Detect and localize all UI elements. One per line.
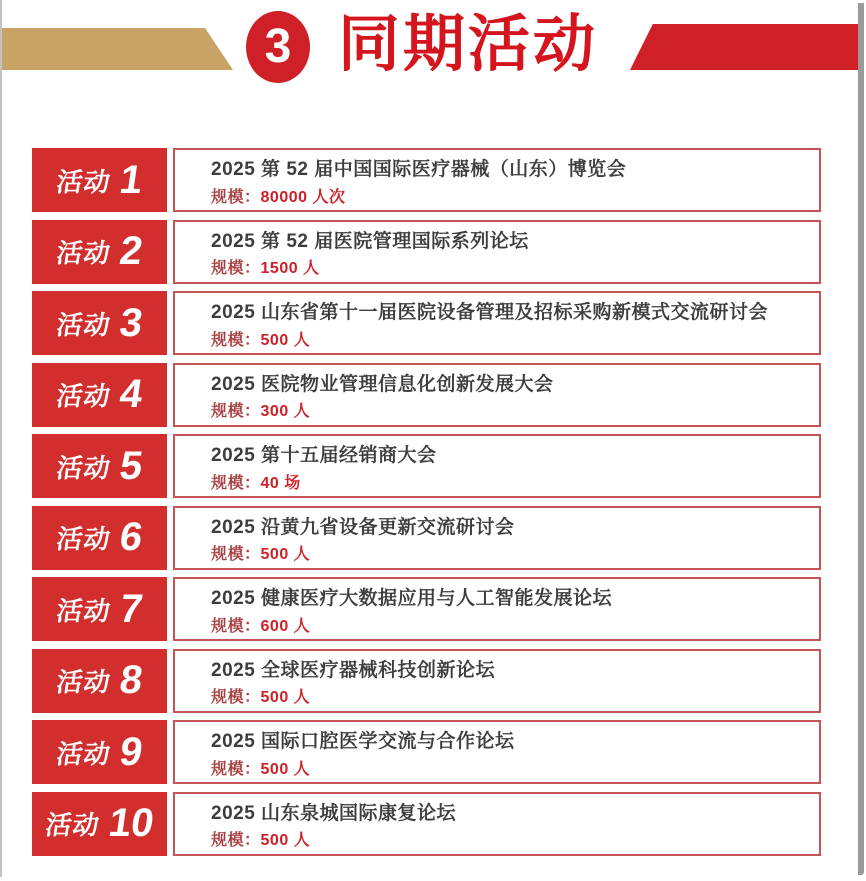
activity-label-badge	[32, 720, 167, 784]
activity-row	[32, 720, 821, 784]
scale-label: 规模：	[211, 188, 261, 206]
scale-value: 500 人	[260, 331, 311, 349]
activity-label: 活动	[54, 452, 113, 483]
activity-scale	[211, 470, 807, 493]
activity-scale	[211, 827, 807, 850]
scale-value: 40 场	[260, 474, 301, 492]
activity-title: 2025 全球医疗器械科技创新论坛	[211, 659, 496, 681]
activity-number: 9	[116, 729, 146, 774]
activity-number: 3	[116, 300, 146, 345]
section-number: 3	[264, 19, 292, 73]
activity-scale	[211, 398, 807, 421]
activity-label: 活动	[54, 166, 113, 197]
scale-value: 500 人	[260, 689, 311, 707]
scale-value: 600 人	[260, 617, 311, 635]
scale-label: 规模：	[211, 760, 261, 778]
activity-label: 活动	[54, 524, 113, 554]
activity-card	[173, 720, 821, 784]
scale-value: 500 人	[260, 832, 311, 850]
activity-title: 2025 沿黄九省设备更新交流研讨会	[211, 516, 515, 538]
activity-label-text	[54, 444, 146, 489]
activity-number: 10	[105, 801, 157, 845]
scale-label: 规模：	[211, 403, 261, 421]
scale-label: 规模：	[211, 689, 261, 707]
page-edge-left	[0, 0, 2, 877]
activity-scale	[211, 184, 807, 207]
activity-row	[32, 148, 821, 212]
activity-row	[32, 220, 821, 284]
red-banner-right	[630, 24, 858, 70]
activity-card	[173, 291, 821, 355]
activity-label-badge	[32, 148, 167, 212]
activity-label-badge	[32, 577, 167, 641]
activity-label-text	[54, 515, 146, 560]
activity-label-text	[54, 372, 146, 417]
activity-label-text	[54, 229, 146, 274]
activity-number: 8	[116, 658, 146, 702]
activity-label-text	[54, 301, 146, 346]
scale-label: 规模：	[211, 474, 261, 492]
activity-list	[32, 148, 821, 856]
activity-title: 2025 山东泉城国际康复论坛	[211, 802, 457, 824]
activity-label-text	[43, 801, 157, 846]
activity-label: 活动	[43, 810, 102, 840]
activity-label: 活动	[54, 667, 113, 697]
activity-label-text	[54, 587, 146, 632]
activity-scale	[211, 327, 807, 350]
activity-number: 5	[116, 443, 146, 488]
page-edge-right	[858, 3, 864, 875]
activity-label-badge	[32, 506, 167, 570]
activity-label: 活动	[54, 238, 113, 268]
activity-title: 2025 第十五届经销商大会	[211, 445, 437, 466]
activity-label-badge	[32, 792, 167, 856]
activity-card	[173, 577, 821, 641]
activity-number: 1	[116, 157, 146, 202]
activity-label: 活动	[54, 738, 113, 769]
activity-card	[173, 148, 821, 212]
activity-scale	[211, 684, 807, 707]
activity-card	[173, 792, 821, 856]
activity-label-badge	[32, 434, 167, 498]
activity-label-badge	[32, 363, 167, 427]
activity-title: 2025 医院物业管理信息化创新发展大会	[211, 373, 554, 395]
activity-number: 6	[116, 515, 146, 559]
activity-row	[32, 649, 821, 713]
activity-card	[173, 649, 821, 713]
activity-title: 2025 国际口腔医学交流与合作论坛	[211, 731, 515, 752]
activity-card	[173, 506, 821, 570]
activity-row	[32, 434, 821, 498]
activity-row	[32, 577, 821, 641]
scale-label: 规模：	[211, 832, 261, 850]
scale-label: 规模：	[211, 546, 261, 564]
activity-label: 活动	[54, 381, 113, 411]
activity-label-text	[54, 730, 146, 775]
activity-label-badge	[32, 220, 167, 284]
activity-row	[32, 792, 821, 856]
section-number-badge	[246, 11, 310, 83]
scale-value: 300 人	[260, 403, 311, 421]
scale-value: 80000 人次	[260, 188, 346, 206]
activity-number: 7	[116, 586, 146, 631]
activity-label-badge	[32, 649, 167, 713]
scale-value: 500 人	[260, 546, 311, 564]
activity-title: 2025 山东省第十一届医院设备管理及招标采购新模式交流研讨会	[211, 302, 769, 323]
activity-row	[32, 506, 821, 570]
activity-scale	[211, 541, 807, 564]
activity-title: 2025 健康医疗大数据应用与人工智能发展论坛	[211, 588, 613, 609]
activity-scale	[211, 255, 807, 278]
activity-label: 活动	[54, 595, 113, 626]
scale-value: 500 人	[260, 760, 311, 778]
activity-scale	[211, 756, 807, 779]
activity-label-text	[54, 658, 146, 703]
activity-label-text	[54, 158, 146, 203]
activity-label-badge	[32, 291, 167, 355]
section-title: 同期活动	[338, 10, 599, 79]
activity-row	[32, 291, 821, 355]
activity-title: 2025 第 52 届中国国际医疗器械（山东）博览会	[211, 159, 627, 180]
activity-card	[173, 434, 821, 498]
activity-label: 活动	[54, 309, 113, 340]
scale-label: 规模：	[211, 617, 261, 635]
activity-row	[32, 363, 821, 427]
activity-number: 4	[116, 372, 146, 416]
scale-label: 规模：	[211, 260, 261, 278]
activity-title: 2025 第 52 届医院管理国际系列论坛	[211, 230, 529, 252]
activity-number: 2	[116, 229, 146, 273]
activity-card	[173, 220, 821, 284]
activity-scale	[211, 613, 807, 636]
scale-label: 规模：	[211, 331, 261, 349]
activity-card	[173, 363, 821, 427]
gold-banner-left	[0, 28, 233, 70]
scale-value: 1500 人	[260, 260, 320, 278]
